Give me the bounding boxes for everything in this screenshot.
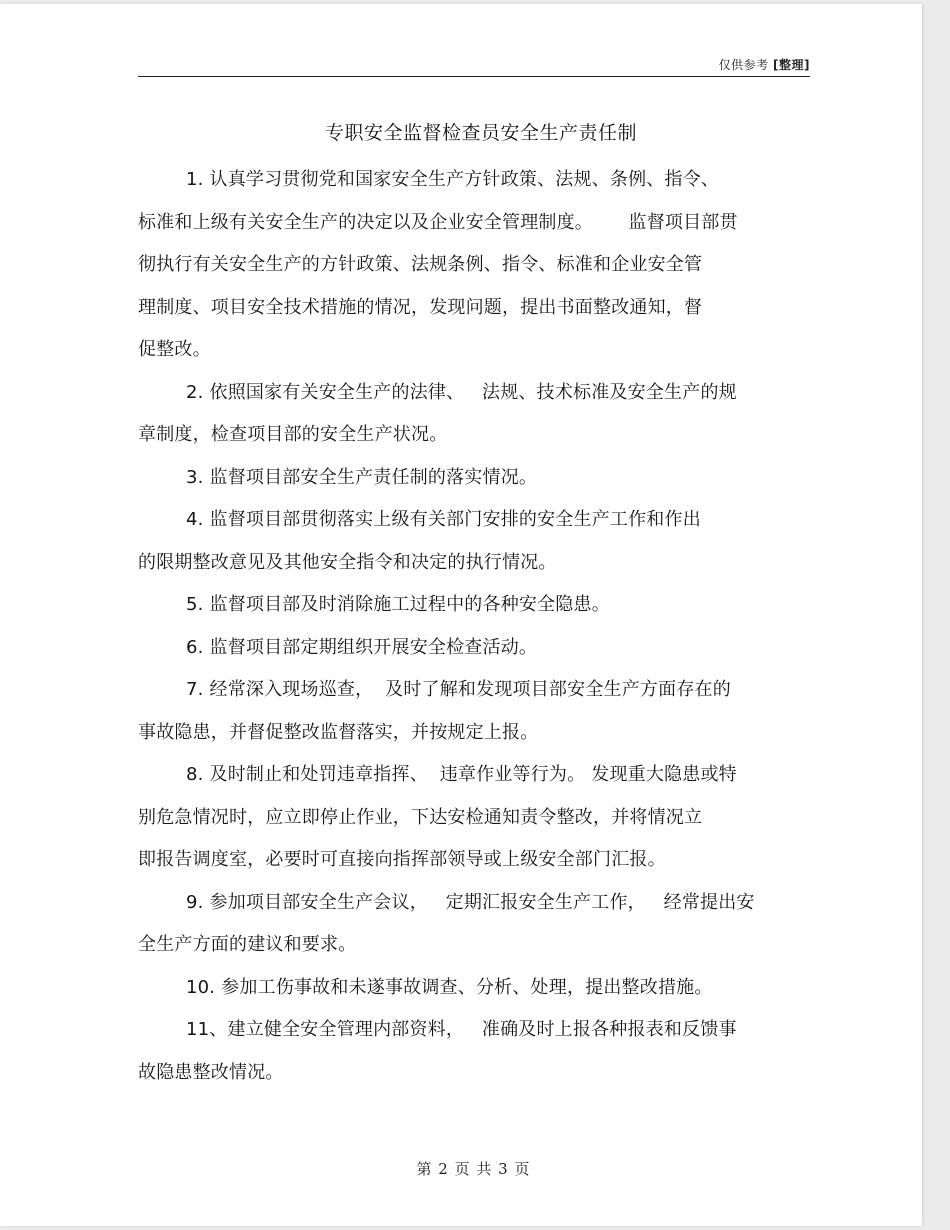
body-line: 即报告调度室，必要时可直接向指挥部领导或上级安全部门汇报。	[138, 849, 666, 870]
header-rule	[138, 76, 810, 77]
body-line: 7. 经常深入现场巡查， 及时了解和发现项目部安全生产方面存在的	[186, 679, 731, 700]
body-line: 的限期整改意见及其他安全指令和决定的执行情况。	[138, 551, 557, 573]
body-line: 9. 参加项目部安全生产会议， 定期汇报安全生产工作， 经常提出安	[186, 891, 755, 913]
header-note-text: 仅供参考	[718, 58, 769, 72]
body-line: 事故隐患，并督促整改监督落实，并按规定上报。	[138, 721, 539, 743]
body-line: 8. 及时制止和处罚违章指挥、 违章作业等行为。 发现重大隐患或特	[186, 764, 737, 785]
body-line: 11、建立健全安全管理内部资料， 准确及时上报各种报表和反馈事	[186, 1019, 737, 1040]
body-line: 4. 监督项目部贯彻落实上级有关部门安排的安全生产工作和作出	[186, 509, 701, 530]
document-page	[0, 4, 922, 1226]
body-line: 3. 监督项目部安全生产责任制的落实情况。	[186, 466, 538, 488]
body-line: 章制度，检查项目部的安全生产状况。	[138, 424, 448, 445]
header-note-tag: [整理]	[773, 58, 810, 72]
body-line: 10. 参加工伤事故和未遂事故调查、分析、处理，提出整改措施。	[186, 976, 713, 998]
body-line: 标准和上级有关安全生产的决定以及企业安全管理制度。 监督项目部贯	[138, 211, 738, 233]
page-footer: 第 2 页 共 3 页	[416, 1160, 530, 1178]
body-line: 5. 监督项目部及时消除施工过程中的各种安全隐患。	[186, 594, 610, 615]
body-line: 别危急情况时，应立即停止作业，下达安检通知责令整改，并将情况立	[138, 806, 703, 828]
body-line: 彻执行有关安全生产的方针政策、法规条例、指令、标准和企业安全管	[138, 254, 703, 275]
body-line: 2. 依照国家有关安全生产的法律、 法规、技术标准及安全生产的规	[186, 381, 737, 403]
document-title: 专职安全监督检查员安全生产责任制	[324, 122, 637, 144]
body-line: 理制度、项目安全技术措施的情况，发现问题，提出书面整改通知，督	[138, 296, 703, 318]
body-line: 1. 认真学习贯彻党和国家安全生产方针政策、法规、条例、指令、	[186, 169, 720, 190]
header-note	[719, 56, 810, 73]
body-line: 故隐患整改情况。	[138, 1061, 284, 1083]
body-line: 促整改。	[138, 339, 211, 360]
document-body	[138, 159, 818, 1094]
body-line: 全生产方面的建议和要求。	[138, 934, 357, 955]
body-line: 6. 监督项目部定期组织开展安全检查活动。	[186, 636, 538, 658]
